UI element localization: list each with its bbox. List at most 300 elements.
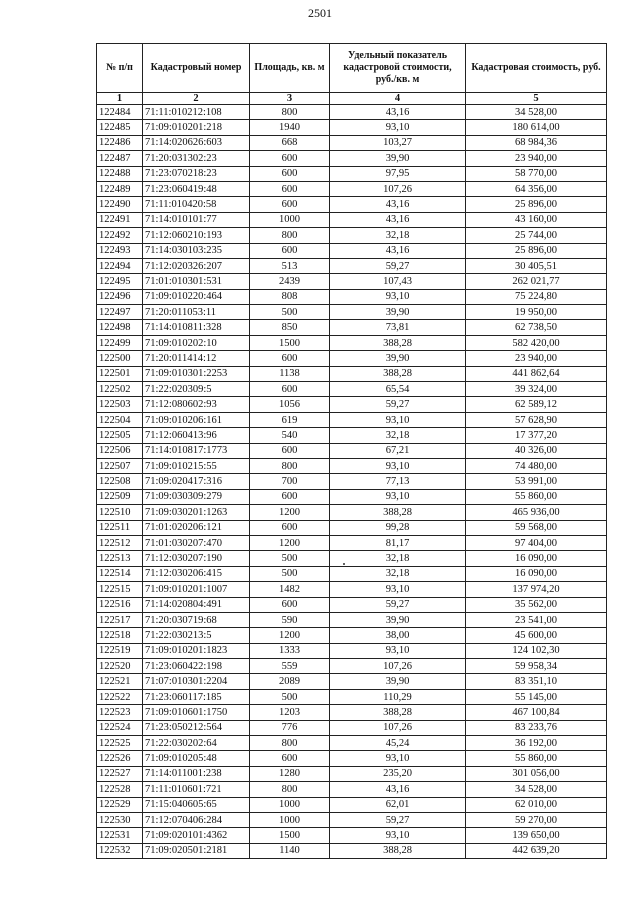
- unit-rate-value: 388,28: [330, 705, 466, 720]
- row-number: 122524: [97, 720, 143, 735]
- area-value: 1000: [250, 797, 330, 812]
- cadastral-number: 71:22:030213:5: [143, 628, 250, 643]
- table-row: [97, 474, 607, 489]
- cadastral-cost-value: 62 738,50: [466, 320, 607, 335]
- row-number: 122498: [97, 320, 143, 335]
- table-row: [97, 612, 607, 627]
- area-value: 1138: [250, 366, 330, 381]
- cadastral-cost-value: 68 984,36: [466, 135, 607, 150]
- row-number: 122504: [97, 412, 143, 427]
- header-unit-rate: Удельный показатель кадастровой стоимости, руб./кв. м: [330, 44, 466, 93]
- row-number: 122520: [97, 659, 143, 674]
- cadastral-cost-value: 465 936,00: [466, 505, 607, 520]
- table-row: [97, 705, 607, 720]
- table-row: [97, 843, 607, 858]
- row-number: 122514: [97, 566, 143, 581]
- column-number: 1: [97, 93, 143, 105]
- header-area: Площадь, кв. м: [250, 44, 330, 93]
- table-row: [97, 766, 607, 781]
- table-row: [97, 582, 607, 597]
- row-number: 122485: [97, 120, 143, 135]
- cadastral-number: 71:09:010202:10: [143, 335, 250, 350]
- table-row: [97, 797, 607, 812]
- area-value: 600: [250, 520, 330, 535]
- area-value: 808: [250, 289, 330, 304]
- cadastral-number: 71:12:030207:190: [143, 551, 250, 566]
- cadastral-cost-value: 55 145,00: [466, 689, 607, 704]
- table-row: [97, 489, 607, 504]
- table-row: [97, 228, 607, 243]
- cadastral-cost-value: 58 770,00: [466, 166, 607, 181]
- area-value: 1056: [250, 397, 330, 412]
- cadastral-number: 71:07:010301:2204: [143, 674, 250, 689]
- row-number: 122509: [97, 489, 143, 504]
- table-row: [97, 382, 607, 397]
- cadastral-cost-value: 25 896,00: [466, 243, 607, 258]
- cadastral-number: 71:01:030207:470: [143, 535, 250, 550]
- row-number: 122530: [97, 812, 143, 827]
- cadastral-cost-value: 467 100,84: [466, 705, 607, 720]
- cadastral-number: 71:12:030206:415: [143, 566, 250, 581]
- cadastral-cost-value: 62 589,12: [466, 397, 607, 412]
- table-row: [97, 458, 607, 473]
- unit-rate-value: 93,10: [330, 120, 466, 135]
- area-value: 1200: [250, 535, 330, 550]
- cadastral-number: 71:14:020804:491: [143, 597, 250, 612]
- cadastral-cost-value: 35 562,00: [466, 597, 607, 612]
- unit-rate-value: 93,10: [330, 582, 466, 597]
- row-number: 122531: [97, 828, 143, 843]
- unit-rate-value: 99,28: [330, 520, 466, 535]
- cadastral-cost-value: 74 480,00: [466, 458, 607, 473]
- table-row: [97, 505, 607, 520]
- unit-rate-value: 107,26: [330, 720, 466, 735]
- cadastral-cost-value: 55 860,00: [466, 489, 607, 504]
- table-row: [97, 166, 607, 181]
- table-row: [97, 628, 607, 643]
- unit-rate-value: 388,28: [330, 366, 466, 381]
- header-num: № п/п: [97, 44, 143, 93]
- area-value: 850: [250, 320, 330, 335]
- unit-rate-value: 59,27: [330, 258, 466, 273]
- table-row: [97, 443, 607, 458]
- row-number: 122484: [97, 105, 143, 120]
- header-row: [97, 44, 607, 93]
- column-number-row: [97, 93, 607, 105]
- table-row: [97, 320, 607, 335]
- table-row: [97, 135, 607, 150]
- stray-mark: [343, 563, 345, 565]
- cadastral-cost-value: 34 528,00: [466, 782, 607, 797]
- cadastral-number: 71:22:030202:64: [143, 736, 250, 751]
- unit-rate-value: 59,27: [330, 397, 466, 412]
- cadastral-number: 71:23:050212:564: [143, 720, 250, 735]
- cadastral-value-table: [96, 43, 607, 859]
- row-number: 122500: [97, 351, 143, 366]
- cadastral-number: 71:23:060117:185: [143, 689, 250, 704]
- row-number: 122519: [97, 643, 143, 658]
- cadastral-number: 71:09:010220:464: [143, 289, 250, 304]
- row-number: 122516: [97, 597, 143, 612]
- cadastral-number: 71:09:030309:279: [143, 489, 250, 504]
- table-row: [97, 643, 607, 658]
- unit-rate-value: 39,90: [330, 674, 466, 689]
- cadastral-cost-value: 23 940,00: [466, 351, 607, 366]
- row-number: 122499: [97, 335, 143, 350]
- cadastral-cost-value: 582 420,00: [466, 335, 607, 350]
- unit-rate-value: 93,10: [330, 489, 466, 504]
- cadastral-cost-value: 75 224,80: [466, 289, 607, 304]
- table-row: [97, 428, 607, 443]
- cadastral-cost-value: 30 405,51: [466, 258, 607, 273]
- row-number: 122510: [97, 505, 143, 520]
- unit-rate-value: 107,26: [330, 181, 466, 196]
- cadastral-cost-value: 34 528,00: [466, 105, 607, 120]
- row-number: 122508: [97, 474, 143, 489]
- unit-rate-value: 110,29: [330, 689, 466, 704]
- unit-rate-value: 93,10: [330, 643, 466, 658]
- unit-rate-value: 32,18: [330, 566, 466, 581]
- table-row: [97, 535, 607, 550]
- area-value: 600: [250, 597, 330, 612]
- area-value: 600: [250, 151, 330, 166]
- cadastral-number: 71:09:010201:1823: [143, 643, 250, 658]
- table-row: [97, 366, 607, 381]
- unit-rate-value: 81,17: [330, 535, 466, 550]
- cadastral-cost-value: 139 650,00: [466, 828, 607, 843]
- table-body: [97, 105, 607, 859]
- unit-rate-value: 77,13: [330, 474, 466, 489]
- table-row: [97, 258, 607, 273]
- cadastral-cost-value: 23 940,00: [466, 151, 607, 166]
- unit-rate-value: 93,10: [330, 751, 466, 766]
- table-row: [97, 151, 607, 166]
- row-number: 122507: [97, 458, 143, 473]
- cadastral-number: 71:20:011414:12: [143, 351, 250, 366]
- area-value: 600: [250, 181, 330, 196]
- column-number: 3: [250, 93, 330, 105]
- unit-rate-value: 388,28: [330, 505, 466, 520]
- area-value: 800: [250, 736, 330, 751]
- area-value: 600: [250, 197, 330, 212]
- row-number: 122489: [97, 181, 143, 196]
- area-value: 1000: [250, 212, 330, 227]
- cadastral-cost-value: 16 090,00: [466, 566, 607, 581]
- area-value: 2439: [250, 274, 330, 289]
- cadastral-number: 71:09:010301:2253: [143, 366, 250, 381]
- unit-rate-value: 93,10: [330, 412, 466, 427]
- row-number: 122532: [97, 843, 143, 858]
- area-value: 800: [250, 228, 330, 243]
- column-number: 4: [330, 93, 466, 105]
- area-value: 500: [250, 551, 330, 566]
- row-number: 122486: [97, 135, 143, 150]
- cadastral-number: 71:23:070218:23: [143, 166, 250, 181]
- area-value: 500: [250, 305, 330, 320]
- unit-rate-value: 38,00: [330, 628, 466, 643]
- unit-rate-value: 32,18: [330, 551, 466, 566]
- area-value: 2089: [250, 674, 330, 689]
- row-number: 122526: [97, 751, 143, 766]
- unit-rate-value: 43,16: [330, 782, 466, 797]
- cadastral-cost-value: 57 628,90: [466, 412, 607, 427]
- table-row: [97, 289, 607, 304]
- row-number: 122492: [97, 228, 143, 243]
- table-row: [97, 659, 607, 674]
- row-number: 122523: [97, 705, 143, 720]
- row-number: 122501: [97, 366, 143, 381]
- unit-rate-value: 67,21: [330, 443, 466, 458]
- row-number: 122517: [97, 612, 143, 627]
- cadastral-number: 71:14:020626:603: [143, 135, 250, 150]
- area-value: 800: [250, 105, 330, 120]
- area-value: 600: [250, 382, 330, 397]
- cadastral-cost-value: 301 056,00: [466, 766, 607, 781]
- table-row: [97, 412, 607, 427]
- cadastral-cost-value: 25 896,00: [466, 197, 607, 212]
- cadastral-cost-value: 180 614,00: [466, 120, 607, 135]
- table-row: [97, 597, 607, 612]
- cadastral-cost-value: 23 541,00: [466, 612, 607, 627]
- header-cadastral-cost: Кадастровая стоимость, руб.: [466, 44, 607, 93]
- row-number: 122513: [97, 551, 143, 566]
- table-row: [97, 335, 607, 350]
- row-number: 122502: [97, 382, 143, 397]
- table-row: [97, 105, 607, 120]
- cadastral-number: 71:09:010201:218: [143, 120, 250, 135]
- cadastral-cost-value: 83 233,76: [466, 720, 607, 735]
- cadastral-number: 71:09:010206:161: [143, 412, 250, 427]
- table-row: [97, 212, 607, 227]
- unit-rate-value: 73,81: [330, 320, 466, 335]
- cadastral-number: 71:09:010201:1007: [143, 582, 250, 597]
- row-number: 122521: [97, 674, 143, 689]
- cadastral-cost-value: 59 568,00: [466, 520, 607, 535]
- unit-rate-value: 45,24: [330, 736, 466, 751]
- cadastral-cost-value: 40 326,00: [466, 443, 607, 458]
- unit-rate-value: 43,16: [330, 212, 466, 227]
- cadastral-cost-value: 39 324,00: [466, 382, 607, 397]
- cadastral-cost-value: 25 744,00: [466, 228, 607, 243]
- area-value: 668: [250, 135, 330, 150]
- table-row: [97, 305, 607, 320]
- area-value: 1000: [250, 812, 330, 827]
- unit-rate-value: 59,27: [330, 597, 466, 612]
- area-value: 600: [250, 443, 330, 458]
- area-value: 1280: [250, 766, 330, 781]
- area-value: 800: [250, 458, 330, 473]
- unit-rate-value: 32,18: [330, 428, 466, 443]
- unit-rate-value: 43,16: [330, 243, 466, 258]
- cadastral-number: 71:12:020326:207: [143, 258, 250, 273]
- table-row: [97, 812, 607, 827]
- unit-rate-value: 107,26: [330, 659, 466, 674]
- cadastral-cost-value: 137 974,20: [466, 582, 607, 597]
- cadastral-number: 71:14:010817:1773: [143, 443, 250, 458]
- area-value: 1203: [250, 705, 330, 720]
- area-value: 1940: [250, 120, 330, 135]
- cadastral-number: 71:09:010205:48: [143, 751, 250, 766]
- table-row: [97, 551, 607, 566]
- row-number: 122495: [97, 274, 143, 289]
- cadastral-cost-value: 124 102,30: [466, 643, 607, 658]
- unit-rate-value: 388,28: [330, 843, 466, 858]
- area-value: 1482: [250, 582, 330, 597]
- table-row: [97, 736, 607, 751]
- column-number: 2: [143, 93, 250, 105]
- unit-rate-value: 65,54: [330, 382, 466, 397]
- row-number: 122511: [97, 520, 143, 535]
- row-number: 122522: [97, 689, 143, 704]
- cadastral-number: 71:12:070406:284: [143, 812, 250, 827]
- unit-rate-value: 39,90: [330, 305, 466, 320]
- cadastral-cost-value: 19 950,00: [466, 305, 607, 320]
- area-value: 540: [250, 428, 330, 443]
- cadastral-number: 71:09:030201:1263: [143, 505, 250, 520]
- row-number: 122494: [97, 258, 143, 273]
- cadastral-number: 71:01:020206:121: [143, 520, 250, 535]
- area-value: 600: [250, 489, 330, 504]
- unit-rate-value: 39,90: [330, 151, 466, 166]
- cadastral-cost-value: 64 356,00: [466, 181, 607, 196]
- unit-rate-value: 103,27: [330, 135, 466, 150]
- area-value: 500: [250, 689, 330, 704]
- table-row: [97, 274, 607, 289]
- cadastral-cost-value: 17 377,20: [466, 428, 607, 443]
- cadastral-cost-value: 53 991,00: [466, 474, 607, 489]
- unit-rate-value: 93,10: [330, 289, 466, 304]
- area-value: 513: [250, 258, 330, 273]
- cadastral-number: 71:15:040605:65: [143, 797, 250, 812]
- cadastral-number: 71:14:010811:328: [143, 320, 250, 335]
- row-number: 122512: [97, 535, 143, 550]
- cadastral-cost-value: 59 270,00: [466, 812, 607, 827]
- unit-rate-value: 39,90: [330, 612, 466, 627]
- cadastral-number: 71:14:011001:238: [143, 766, 250, 781]
- unit-rate-value: 388,28: [330, 335, 466, 350]
- cadastral-number: 71:09:010601:1750: [143, 705, 250, 720]
- table-row: [97, 828, 607, 843]
- unit-rate-value: 107,43: [330, 274, 466, 289]
- unit-rate-value: 43,16: [330, 197, 466, 212]
- row-number: 122529: [97, 797, 143, 812]
- cadastral-cost-value: 62 010,00: [466, 797, 607, 812]
- unit-rate-value: 97,95: [330, 166, 466, 181]
- cadastral-number: 71:12:060210:193: [143, 228, 250, 243]
- page-number: 2501: [308, 6, 332, 20]
- row-number: 122493: [97, 243, 143, 258]
- cadastral-number: 71:14:030103:235: [143, 243, 250, 258]
- cadastral-cost-value: 59 958,34: [466, 659, 607, 674]
- unit-rate-value: 93,10: [330, 828, 466, 843]
- cadastral-number: 71:20:011053:11: [143, 305, 250, 320]
- row-number: 122528: [97, 782, 143, 797]
- table-row: [97, 197, 607, 212]
- area-value: 559: [250, 659, 330, 674]
- unit-rate-value: 43,16: [330, 105, 466, 120]
- cadastral-cost-value: 45 600,00: [466, 628, 607, 643]
- cadastral-number: 71:12:060413:96: [143, 428, 250, 443]
- cadastral-cost-value: 36 192,00: [466, 736, 607, 751]
- cadastral-number: 71:01:010301:531: [143, 274, 250, 289]
- row-number: 122515: [97, 582, 143, 597]
- table-row: [97, 751, 607, 766]
- cadastral-cost-value: 442 639,20: [466, 843, 607, 858]
- area-value: 500: [250, 566, 330, 581]
- cadastral-number: 71:23:060422:198: [143, 659, 250, 674]
- row-number: 122505: [97, 428, 143, 443]
- table-row: [97, 674, 607, 689]
- cadastral-number: 71:09:020417:316: [143, 474, 250, 489]
- area-value: 619: [250, 412, 330, 427]
- unit-rate-value: 235,20: [330, 766, 466, 781]
- row-number: 122527: [97, 766, 143, 781]
- unit-rate-value: 32,18: [330, 228, 466, 243]
- cadastral-number: 71:09:010215:55: [143, 458, 250, 473]
- column-number: 5: [466, 93, 607, 105]
- table-row: [97, 566, 607, 581]
- table-row: [97, 720, 607, 735]
- cadastral-cost-value: 16 090,00: [466, 551, 607, 566]
- row-number: 122497: [97, 305, 143, 320]
- unit-rate-value: 59,27: [330, 812, 466, 827]
- area-value: 1200: [250, 505, 330, 520]
- cadastral-number: 71:20:030719:68: [143, 612, 250, 627]
- cadastral-cost-value: 262 021,77: [466, 274, 607, 289]
- area-value: 600: [250, 351, 330, 366]
- cadastral-cost-value: 441 862,64: [466, 366, 607, 381]
- cadastral-number: 71:20:031302:23: [143, 151, 250, 166]
- header-cadastral-number: Кадастровый номер: [143, 44, 250, 93]
- cadastral-cost-value: 83 351,10: [466, 674, 607, 689]
- cadastral-number: 71:23:060419:48: [143, 181, 250, 196]
- table-row: [97, 120, 607, 135]
- unit-rate-value: 62,01: [330, 797, 466, 812]
- unit-rate-value: 93,10: [330, 458, 466, 473]
- row-number: 122496: [97, 289, 143, 304]
- row-number: 122487: [97, 151, 143, 166]
- area-value: 1500: [250, 335, 330, 350]
- table-row: [97, 397, 607, 412]
- area-value: 800: [250, 782, 330, 797]
- area-value: 700: [250, 474, 330, 489]
- cadastral-cost-value: 55 860,00: [466, 751, 607, 766]
- cadastral-number: 71:09:020101:4362: [143, 828, 250, 843]
- area-value: 1200: [250, 628, 330, 643]
- area-value: 1333: [250, 643, 330, 658]
- area-value: 590: [250, 612, 330, 627]
- row-number: 122491: [97, 212, 143, 227]
- table-row: [97, 782, 607, 797]
- row-number: 122503: [97, 397, 143, 412]
- table-row: [97, 181, 607, 196]
- table-row: [97, 243, 607, 258]
- area-value: 1140: [250, 843, 330, 858]
- cadastral-number: 71:11:010212:108: [143, 105, 250, 120]
- cadastral-number: 71:11:010601:721: [143, 782, 250, 797]
- row-number: 122525: [97, 736, 143, 751]
- unit-rate-value: 39,90: [330, 351, 466, 366]
- row-number: 122490: [97, 197, 143, 212]
- area-value: 600: [250, 243, 330, 258]
- cadastral-number: 71:22:020309:5: [143, 382, 250, 397]
- area-value: 600: [250, 751, 330, 766]
- cadastral-cost-value: 97 404,00: [466, 535, 607, 550]
- cadastral-number: 71:09:020501:2181: [143, 843, 250, 858]
- cadastral-number: 71:11:010420:58: [143, 197, 250, 212]
- area-value: 776: [250, 720, 330, 735]
- row-number: 122518: [97, 628, 143, 643]
